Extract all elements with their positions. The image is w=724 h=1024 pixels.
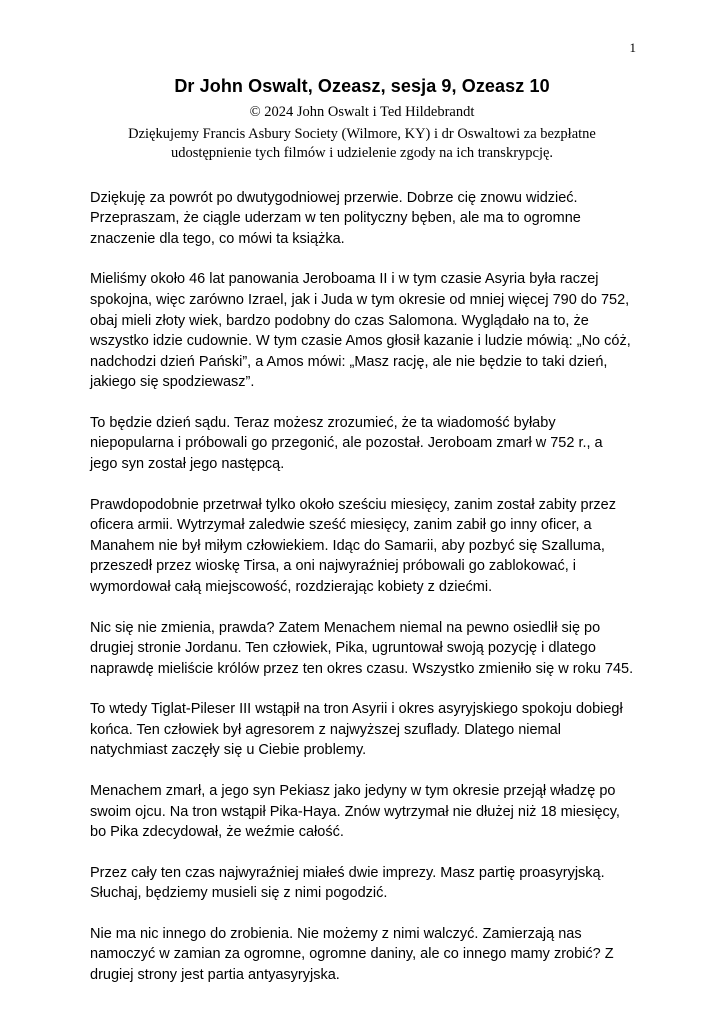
paragraph: Mieliśmy około 46 lat panowania Jeroboama II i w tym czasie Asyria była raczej spokojna, więc zarówno Izrael, jak i Juda w tym okresie od mniej więcej 790 do 752, obaj mieli złoty wiek, bardzo podobny do czas Salomona. Wyglądało na to, że wszystko idzie cudownie. W tym czasie Amos głosił kazanie i ludzie mówią: „No cóż, nadchodzi dzień Pański”, a Amos mówi: „Masz rację, ale nie będzie to taki dzień, jakiego się spodziewasz”.: [90, 271, 631, 391]
copyright-line: © 2024 John Oswalt i Ted Hildebrandt: [249, 104, 475, 120]
paragraph: Dziękuję za powrót po dwutygodniowej przerwie. Dobrze cię znowu widzieć. Przepraszam, że ciągle uderzam w ten polityczny bęben, ale ma to ogromne znaczenie dla tego, co mówi ta książka.: [90, 189, 581, 247]
page-number: 1: [629, 40, 636, 55]
document-title: Dr John Oswalt, Ozeasz, sesja 9, Ozeasz 10: [174, 76, 550, 96]
document-body: [90, 188, 634, 986]
paragraph: Nie ma nic innego do zrobienia. Nie możemy z nimi walczyć. Zamierzają nas namoczyć w zamian za ogromne, ogromne daniny, ale co innego mamy zrobić? Z drugiej strony jest partia antyasyryjska.: [90, 925, 614, 984]
paragraph: To będzie dzień sądu. Teraz możesz zrozumieć, że ta wiadomość byłaby niepopularna i próbowali go przegonić, ale pozostał. Jeroboam zmarł w 752 r., a jego syn został jego następcą.: [90, 414, 603, 473]
document-header: [90, 76, 634, 164]
paragraph: Przez cały ten czas najwyraźniej miałeś dwie imprezy. Masz partię proasyryjską. Słuchaj, będziemy musieli się z nimi pogodzić.: [90, 864, 605, 902]
paragraph: Nic się nie zmienia, prawda? Zatem Menachem niemal na pewno osiedlił się po drugiej stronie Jordanu. Ten człowiek, Pika, ugruntował swoją pozycję i dlatego naprawdę mieliście królów przez ten okres czasu. Wszystko zmieniło się w roku 745.: [90, 619, 634, 677]
paragraph: Prawdopodobnie przetrwał tylko około sześciu miesięcy, zanim został zabity przez oficera armii. Wytrzymał zaledwie sześć miesięcy, zanim zabił go inny oficer, a Manahem nie był miłym człowiekiem. Idąc do Samarii, aby pozbyć się Szalluma, przeszedł przez wioskę Tirsa, a oni najwyraźniej próbowali go zablokować, i wymordował całą miejscowość, rozdzierając kobiety z dziećmi.: [90, 496, 616, 595]
paragraph: To wtedy Tiglat-Pileser III wstąpił na tron Asyrii i okres asyryjskiego spokoju dobiegł końca. Ten człowiek był agresorem z najwyższej szuflady. Dlatego niemal natychmiast zaczęły się u Ciebie problemy.: [90, 701, 623, 759]
acknowledgement-line: Dziękujemy Francis Asbury Society (Wilmore, KY) i dr Oswaltowi za bezpłatne udostępnienie tych filmów i udzielenie zgody na ich transkrypcję.: [128, 125, 596, 162]
paragraph: Menachem zmarł, a jego syn Pekiasz jako jedyny w tym okresie przejął władzę po swoim ojcu. Na tron wstąpił Pika-Haya. Znów wytrzymał nie dłużej niż 18 miesięcy, bo Pika zdecydował, że weźmie całość.: [90, 782, 620, 841]
